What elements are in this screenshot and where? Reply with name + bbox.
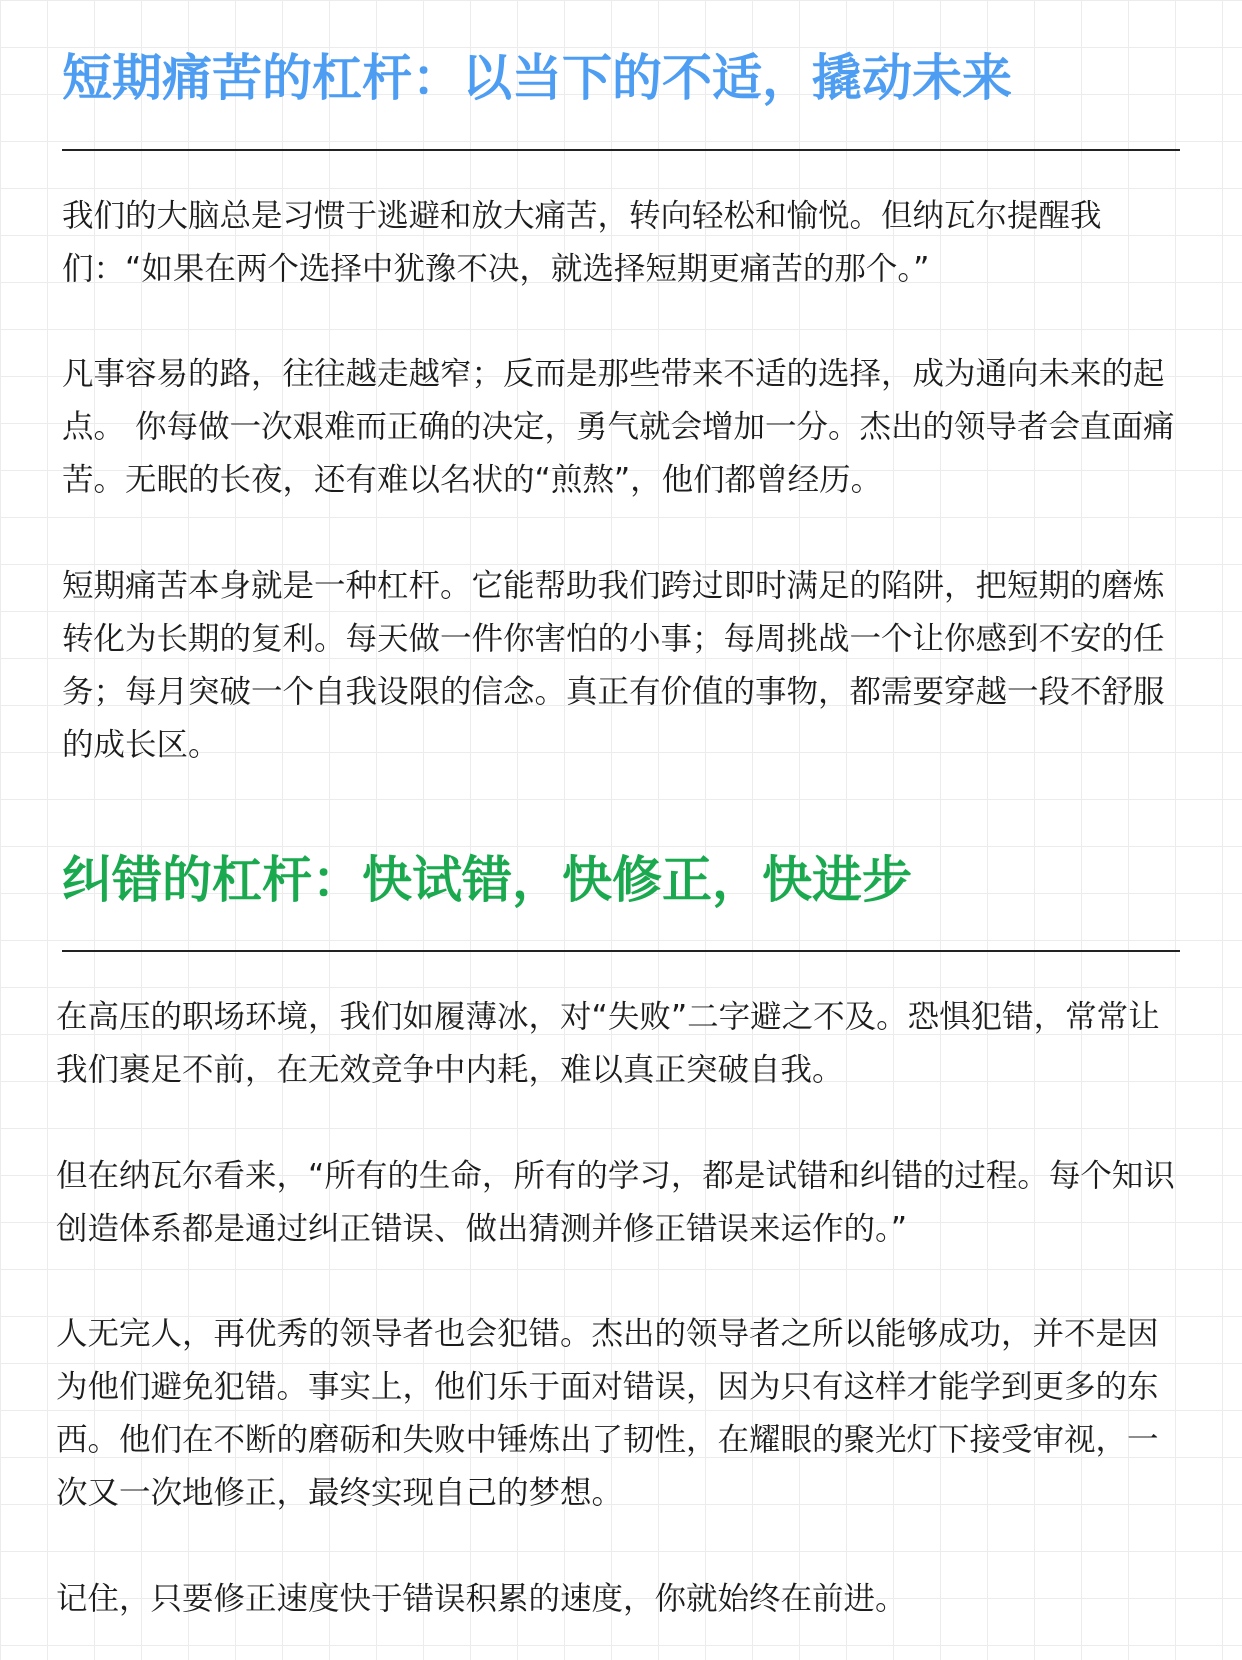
- section-1-paragraph-3: 短期痛苦本身就是一种杠杆。它能帮助我们跨过即时满足的陷阱，把短期的磨炼转化为长期的复利。每天做一件你害怕的小事；每周挑战一个让你感到不安的任务；每月突破一个自我设限的信念。真正有价值的事物，都需要穿越一段不舒服的成长区。: [62, 568, 1165, 763]
- section-2-divider: [62, 950, 1180, 952]
- section-2-paragraph-4: 记住，只要修正速度快于错误积累的速度，你就始终在前进。: [56, 1581, 907, 1617]
- section-2-paragraph-2: 但在纳瓦尔看来，“所有的生命，所有的学习，都是试错和纠错的过程。每个知识创造体系都是通过纠正错误、做出猜测并修正错误来运作的。”: [56, 1158, 1175, 1247]
- section-2-paragraph-1: 在高压的职场环境，我们如履薄冰，对“失败”二字避之不及。恐惧犯错，常常让我们裹足不前，在无效竞争中内耗，难以真正突破自我。: [56, 999, 1160, 1088]
- section-1-divider: [62, 149, 1180, 151]
- section-2-paragraph-3: 人无完人，再优秀的领导者也会犯错。杰出的领导者之所以能够成功，并不是因为他们避免犯错。事实上，他们乐于面对错误，因为只有这样才能学到更多的东西。他们在不断的磨砺和失败中锤炼出了韧性，在耀眼的聚光灯下接受审视，一次又一次地修正，最终实现自己的梦想。: [56, 1316, 1159, 1511]
- section-1-paragraph-1: 我们的大脑总是习惯于逃避和放大痛苦，转向轻松和愉悦。但纳瓦尔提醒我们：“如果在两个选择中犹豫不决，就选择短期更痛苦的那个。”: [62, 198, 1102, 287]
- section-1-paragraph-2: 凡事容易的路，往往越走越窄；反而是那些带来不适的选择，成为通向未来的起点。 你每做一次艰难而正确的决定，勇气就会增加一分。杰出的领导者会直面痛苦。无眠的长夜，还有难以名状的“煎熬”，他们都曾经历。: [62, 356, 1175, 498]
- section-2-heading: 纠错的杠杆：快试错，快修正，快进步: [62, 851, 912, 909]
- section-1-heading: 短期痛苦的杠杆：以当下的不适，撬动未来: [62, 49, 1012, 107]
